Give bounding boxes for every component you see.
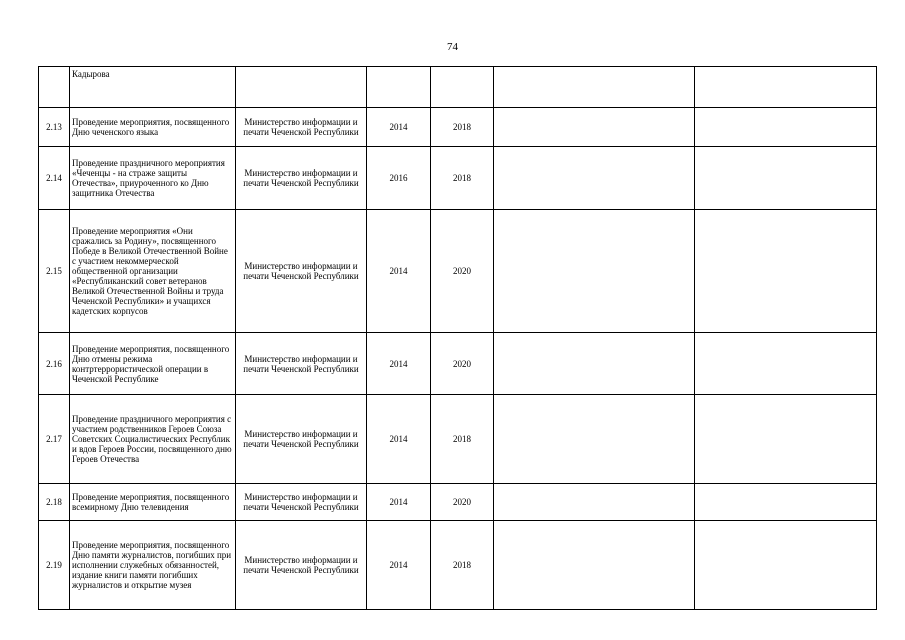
row-end-year: 2020: [431, 484, 494, 521]
row-end-year: 2018: [431, 147, 494, 210]
row-number: 2.13: [39, 108, 70, 147]
row-empty-cell: [494, 521, 695, 610]
row-executor: Министерство информации и печати Чеченской Республики: [236, 395, 367, 484]
row-number: 2.16: [39, 333, 70, 395]
table-row: [39, 395, 877, 484]
row-end-year: 2018: [431, 108, 494, 147]
row-end-year: 2018: [431, 395, 494, 484]
table-row: [39, 108, 877, 147]
table-row: [39, 521, 877, 610]
program-table: [38, 66, 877, 610]
table-row: [39, 210, 877, 333]
row-empty-cell: [695, 210, 877, 333]
row-description: Проведение мероприятия «Они сражались за Родину», посвященного Победе в Великой Отечественной Войне с участием некоммерческой общественной организации «Республиканский совет ветеранов Великой Отечественной Войны и труда Чеченской Республики» и учащихся кадетских корпусов: [70, 210, 236, 333]
row-empty-cell: [695, 395, 877, 484]
row-empty-cell: [695, 333, 877, 395]
row-empty-cell: [494, 147, 695, 210]
page-number: 74: [447, 41, 458, 53]
table-row: [39, 333, 877, 395]
row-start-year: 2014: [367, 210, 431, 333]
row-empty-cell: [695, 484, 877, 521]
row-empty-cell: [494, 108, 695, 147]
row-executor: Министерство информации и печати Чеченской Республики: [236, 484, 367, 521]
table-row: [39, 484, 877, 521]
row-empty-cell: [695, 108, 877, 147]
row-end-year: 2020: [431, 333, 494, 395]
row-number-cell: [39, 67, 70, 108]
row-number: 2.17: [39, 395, 70, 484]
row-end-year: 2020: [431, 210, 494, 333]
row-empty-cell: [494, 395, 695, 484]
row-description: Проведение праздничного мероприятия с участием родственников Героев Союза Советских Социалистических Республик и вдов Героев России, посвященного дню Героев Отечества: [70, 395, 236, 484]
row-empty-cell: [494, 484, 695, 521]
row-executor: Министерство информации и печати Чеченской Республики: [236, 147, 367, 210]
row-executor: Министерство информации и печати Чеченской Республики: [236, 521, 367, 610]
row-description: Проведение мероприятия, посвященного Дню отмены режима контртеррористической операции в Чеченской Республике: [70, 333, 236, 395]
row-description: Проведение мероприятия, посвященного Дню чеченского языка: [70, 108, 236, 147]
row-executor: Министерство информации и печати Чеченской Республики: [236, 210, 367, 333]
row-description: Проведение мероприятия, посвященного Дню памяти журналистов, погибших при исполнении служебных обязанностей, издание книги памяти погибших журналистов и открытие музея: [70, 521, 236, 610]
row-start-year: 2014: [367, 484, 431, 521]
row-empty-cell: [695, 67, 877, 108]
row-number: 2.14: [39, 147, 70, 210]
row-empty-cell: [695, 521, 877, 610]
row-start-year: 2014: [367, 333, 431, 395]
row-start-year: 2016: [367, 147, 431, 210]
row-empty-cell: [494, 210, 695, 333]
row-start-year: 2014: [367, 395, 431, 484]
row-start-year: 2014: [367, 108, 431, 147]
row-start-year: 2014: [367, 521, 431, 610]
row-number: 2.15: [39, 210, 70, 333]
row-empty-cell: [494, 67, 695, 108]
row-executor: Министерство информации и печати Чеченской Республики: [236, 108, 367, 147]
row-description: Кадырова: [70, 67, 236, 108]
row-description: Проведение праздничного мероприятия «Чеченцы - на страже защиты Отечества», приуроченного ко Дню защитника Отечества: [70, 147, 236, 210]
row-end-year: 2018: [431, 521, 494, 610]
row-end-year: [431, 67, 494, 108]
row-number: 2.19: [39, 521, 70, 610]
row-number: 2.18: [39, 484, 70, 521]
row-executor: [236, 67, 367, 108]
row-description: Проведение мероприятия, посвященного всемирному Дню телевидения: [70, 484, 236, 521]
table-row: [39, 147, 877, 210]
row-empty-cell: [695, 147, 877, 210]
row-empty-cell: [494, 333, 695, 395]
row-executor: Министерство информации и печати Чеченской Республики: [236, 333, 367, 395]
row-start-year: [367, 67, 431, 108]
table-row: [39, 67, 877, 108]
